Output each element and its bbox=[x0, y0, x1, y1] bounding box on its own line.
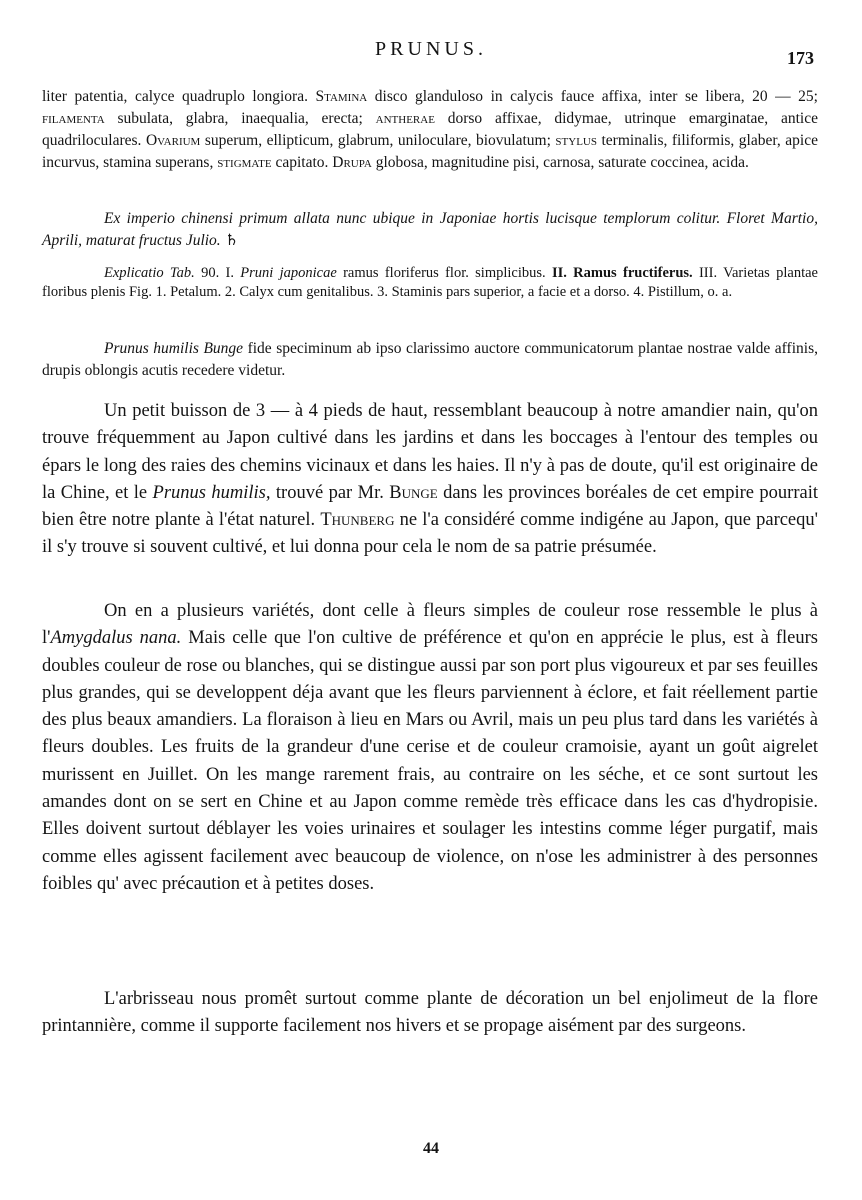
para1-text: dans les provinces boréales de cet empire pourrait bien être notre plante à l'état naturel. bbox=[42, 482, 818, 531]
para1-species: Prunus humilis, bbox=[152, 482, 271, 503]
description-text: disco glanduloso in calycis fauce affixa, inter se libera, 20 — 25; bbox=[367, 88, 818, 105]
running-title: PRUNUS. bbox=[375, 38, 487, 60]
author-bunge: Bunge bbox=[389, 482, 438, 503]
french-paragraph-2 bbox=[42, 598, 818, 898]
term-filamenta: filamenta bbox=[42, 110, 105, 127]
para2-text: On en a plusieurs variétés, dont celle à fleurs simples de couleur rose ressemble le plus à l' bbox=[42, 601, 818, 649]
description-text: subulata, glabra, inaequalia, erecta; bbox=[104, 110, 376, 127]
note-species: Prunus humilis Bunge bbox=[104, 340, 244, 357]
term-antherae: antherae bbox=[375, 110, 435, 127]
term-stamina: Stamina bbox=[315, 88, 368, 105]
para1-text: Un petit buisson de 3 — à 4 pieds de haut, ressemblant beaucoup à notre amandier nain, qu'on trouve fréquemment au Japon cultivé dans les jardins et dans les boccages à l'entour des temples ou épars le long des raies des chemins vicinaux et dans les haies. Il n'y à pas de doute, qu'il est originaire de la Chine, et le bbox=[42, 401, 818, 503]
para1-text: ne l'a considéré comme indigéne au Japon, que parcequ' il s'y trouve si souvent cultivé, et lui donna pour cela le nom de sa patrie présumée. bbox=[42, 510, 818, 558]
explication-item-1-text: ramus floriferus flor. simplicibus. bbox=[336, 265, 552, 281]
para2-species: Amygdalus nana. bbox=[50, 628, 182, 649]
explication-lead: Explicatio Tab. bbox=[104, 265, 195, 281]
description-text: capitato. bbox=[271, 154, 333, 171]
latin-description bbox=[42, 86, 818, 174]
explication-species: Pruni japonicae bbox=[240, 265, 337, 281]
french-paragraph-1 bbox=[42, 398, 818, 562]
author-thunberg: Thunberg bbox=[320, 510, 395, 531]
description-text: liter patentia, calyce quadruplo longiora. bbox=[42, 88, 316, 105]
explication-item-1: I. bbox=[225, 265, 241, 281]
explication-item-2: II. Ramus fructiferus. bbox=[551, 265, 699, 281]
habitat-text: Ex imperio chinensi primum allata nunc ubique in Japoniae hortis lucisque templorum colitur. Floret Martio, Aprili, maturat fructus Julio. bbox=[42, 210, 818, 249]
french-paragraph-3: L'arbrisseau nous promêt surtout comme plante de décoration un bel enjolimeut de la flore printannière, comme il supporte facilement nos hivers et se propage aisément par des surgeons. bbox=[42, 989, 818, 1037]
term-drupa: Drupa bbox=[332, 154, 372, 171]
description-text: superum, ellipticum, glabrum, uniloculare, biovulatum; bbox=[200, 132, 556, 149]
explication-item-3: III. Varietas plantae floribus plenis Fig. 1. Petalum. 2. Calyx cum genitalibus. 3. Staminis pars superior, a facie et a dorso. 4. Pistillum, o. a. bbox=[42, 265, 818, 300]
page-number: 173 bbox=[787, 48, 814, 68]
habitat-note bbox=[42, 208, 818, 252]
term-stigma: stigmate bbox=[217, 154, 272, 171]
plate-explication bbox=[42, 264, 818, 302]
perennial-symbol: ♄ bbox=[224, 232, 239, 249]
explication-tab: 90. bbox=[194, 265, 226, 281]
para1-text: trouvé par Mr. bbox=[270, 482, 390, 503]
humilis-note bbox=[42, 338, 818, 382]
para2-text: Mais celle que l'on cultive de préférence et qu'on en apprécie le plus, est à fleurs doubles couleur de rose ou blanches, qui se distingue aussi par son port plus vigoureux et par ses feuilles plus grandes, qui se developpent déja avant que les fleurs parviennent à éclore, et fait réellement partie des plus beaux amandiers. La floraison à lieu en Mars ou Avril, mais un peu plus tard dans les variétés à fleurs doubles. Les fruits de la grandeur d'une cerise et de couleur cramoisie, ayant un goût aigrelet murissent en Juillet. On les mange rarement frais, au contraire on les séche, et ce sont surtout les amandes dont on se sert en Chine et au Japon comme remède très efficace dans les cas d'hydropisie. Elles doivent surtout déblayer les voies urinaires et soulager les intestins comme léger purgatif, mais comme elles agissent facilement avec beaucoup de violence, on n'ose les administrer à des personnes foibles qu' avec précaution et à petites doses. bbox=[42, 628, 818, 894]
description-text: globosa, magnitudine pisi, carnosa, saturate coccinea, acida. bbox=[371, 154, 749, 171]
note-text: fide speciminum ab ipso clarissimo auctore communicatorum plantae nostrae valde affinis, drupis oblongis acutis recedere videtur. bbox=[42, 340, 818, 379]
signature-mark: 44 bbox=[423, 1140, 439, 1157]
description-text: terminalis, filiformis, glaber, apice incurvus, stamina superans, bbox=[42, 132, 818, 171]
term-ovarium: Ovarium bbox=[145, 132, 201, 149]
description-text: dorso affixae, didymae, utrinque emarginatae, antice quadriloculares. bbox=[42, 110, 818, 149]
term-stylus: stylus bbox=[555, 132, 597, 149]
